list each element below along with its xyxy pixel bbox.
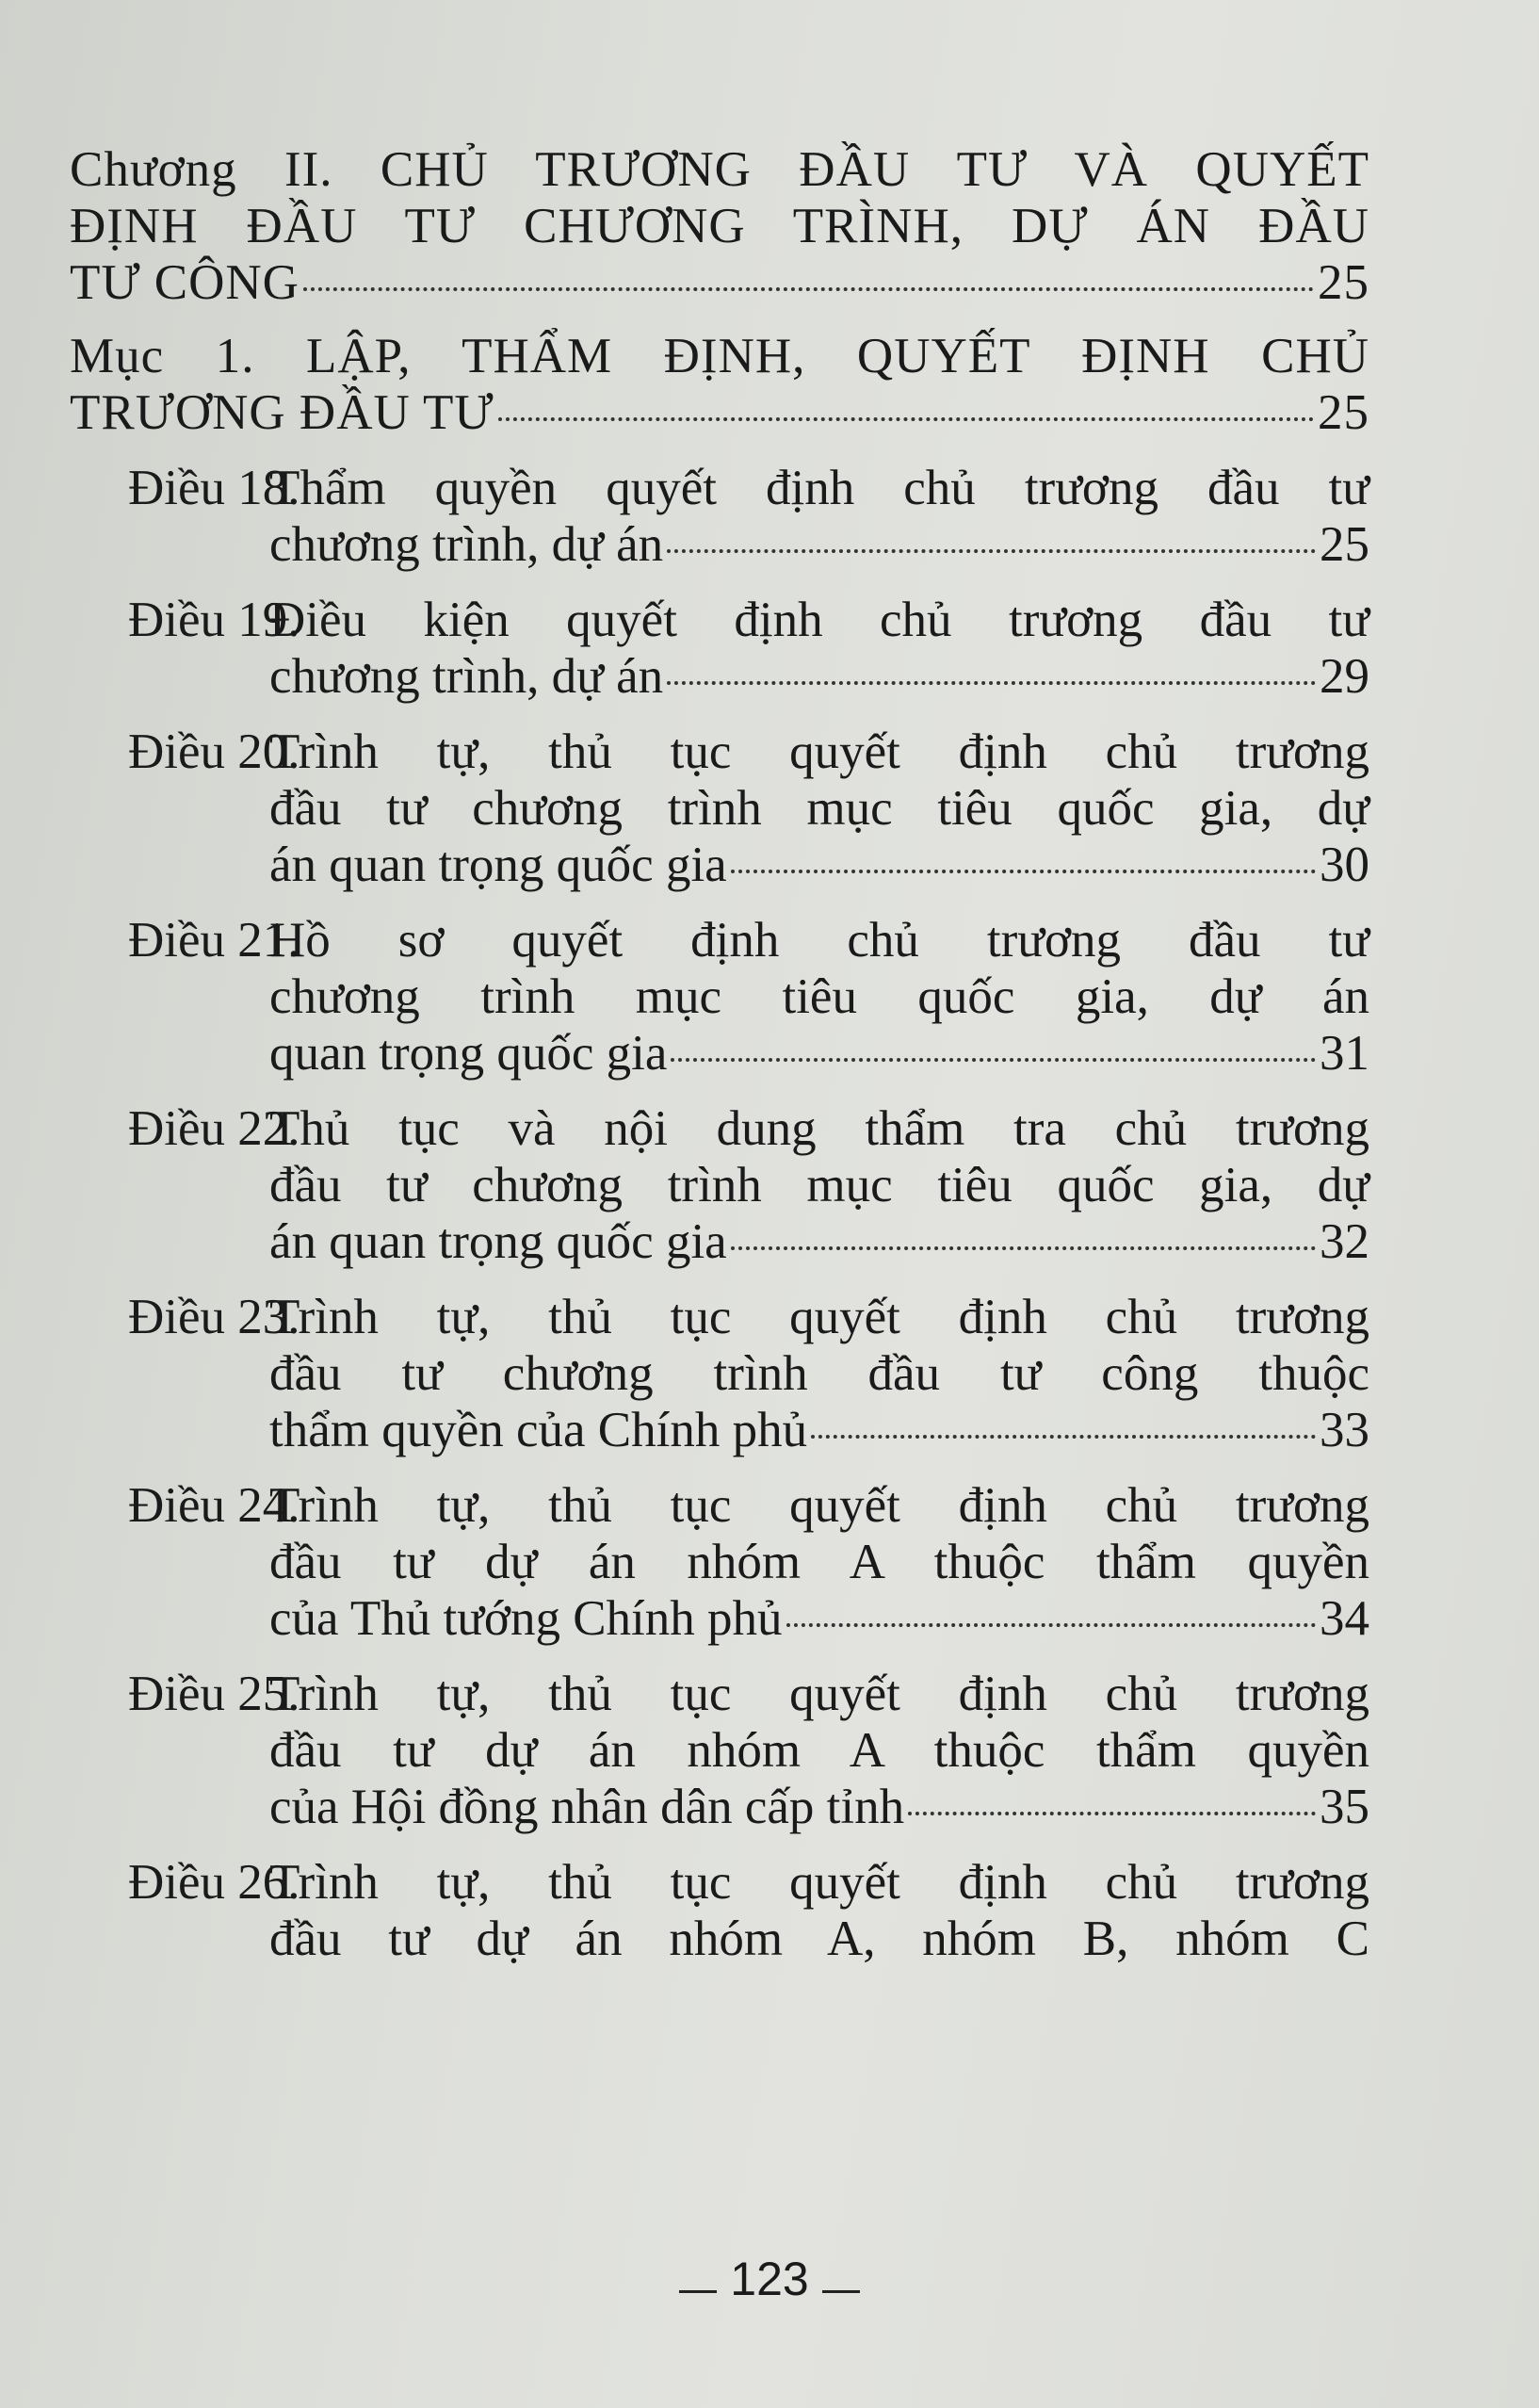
article-number: Điều 22. — [128, 1101, 300, 1156]
dot-leader — [908, 1812, 1316, 1815]
page-ref: 31 — [1320, 1026, 1369, 1081]
chapter-line-3: TƯ CÔNG — [70, 255, 300, 310]
toc-item — [70, 1854, 1369, 1967]
article-title-line: án quan trọng quốc gia — [269, 1214, 727, 1269]
toc-item — [70, 1289, 1369, 1458]
article-title-line: chương trình, dự án — [269, 649, 664, 704]
article-title-line: Trình tự, thủ tục quyết định chủ trương — [269, 1290, 1369, 1344]
article-title-line: đầu tư dự án nhóm A, nhóm B, nhóm C — [269, 1912, 1369, 1966]
page-ref: 30 — [1320, 838, 1369, 892]
article-title-line: Trình tự, thủ tục quyết định chủ trương — [269, 1667, 1369, 1721]
page-number — [0, 2252, 1539, 2306]
article-title-line: Trình tự, thủ tục quyết định chủ trương — [269, 1478, 1369, 1533]
toc-item — [70, 592, 1369, 705]
page-ref: 29 — [1320, 649, 1369, 704]
section-line-2: TRƯƠNG ĐẦU TƯ — [70, 385, 494, 440]
article-title-line: Trình tự, thủ tục quyết định chủ trương — [269, 724, 1369, 779]
section-line-1: Mục 1. LẬP, THẨM ĐỊNH, QUYẾT ĐỊNH CHỦ — [70, 329, 1369, 383]
article-title-line: đầu tư chương trình đầu tư công thuộc — [269, 1346, 1369, 1401]
dot-leader — [303, 287, 1314, 291]
dot-leader — [811, 1435, 1316, 1439]
page-ref: 25 — [1318, 385, 1369, 440]
article-title-line: Thẩm quyền quyết định chủ trương đầu tư — [269, 461, 1369, 515]
article-title-line: của Hội đồng nhân dân cấp tỉnh — [269, 1780, 905, 1834]
dot-leader — [667, 549, 1316, 553]
page-ref: 25 — [1320, 517, 1369, 572]
dot-leader — [667, 681, 1316, 685]
page-ref: 33 — [1320, 1403, 1369, 1457]
article-number: Điều 23. — [128, 1290, 300, 1344]
toc-item — [70, 1666, 1369, 1835]
article-number: Điều 24. — [128, 1478, 300, 1533]
article-title-line: án quan trọng quốc gia — [269, 838, 727, 892]
dot-leader — [498, 417, 1314, 421]
article-title-line: đầu tư chương trình mục tiêu quốc gia, dự — [269, 1158, 1369, 1212]
dot-leader — [731, 870, 1316, 873]
page-ref: 32 — [1320, 1214, 1369, 1269]
article-number: Điều 21. — [128, 913, 300, 968]
article-number: Điều 26. — [128, 1855, 300, 1910]
toc-page — [70, 141, 1369, 1967]
chapter-line-1: Chương II. CHỦ TRƯƠNG ĐẦU TƯ VÀ QUYẾT — [70, 142, 1369, 197]
toc-item — [70, 1100, 1369, 1270]
toc-chapter — [70, 141, 1369, 311]
dot-leader — [731, 1246, 1316, 1250]
article-title-line: đầu tư dự án nhóm A thuộc thẩm quyền — [269, 1535, 1369, 1589]
article-title-line: của Thủ tướng Chính phủ — [269, 1591, 783, 1646]
dot-leader — [786, 1623, 1316, 1627]
chapter-line-2: ĐỊNH ĐẦU TƯ CHƯƠNG TRÌNH, DỰ ÁN ĐẦU — [70, 199, 1369, 253]
article-title-line: Điều kiện quyết định chủ trương đầu tư — [269, 593, 1369, 647]
toc-item — [70, 912, 1369, 1082]
article-title-line: thẩm quyền của Chính phủ — [269, 1403, 808, 1457]
article-title-line: đầu tư dự án nhóm A thuộc thẩm quyền — [269, 1723, 1369, 1778]
article-title-line: Hồ sơ quyết định chủ trương đầu tư — [269, 913, 1369, 968]
page-ref: 25 — [1318, 255, 1369, 310]
article-title-line: Thủ tục và nội dung thẩm tra chủ trương — [269, 1101, 1369, 1156]
page-ref: 35 — [1320, 1780, 1369, 1834]
article-number: Điều 19. — [128, 593, 300, 647]
toc-item — [70, 724, 1369, 893]
toc-section — [70, 328, 1369, 441]
article-title-line: đầu tư chương trình mục tiêu quốc gia, dự — [269, 781, 1369, 836]
article-title-line: Trình tự, thủ tục quyết định chủ trương — [269, 1855, 1369, 1910]
dot-leader — [671, 1058, 1316, 1062]
page-ref: 34 — [1320, 1591, 1369, 1646]
article-title-line: chương trình mục tiêu quốc gia, dự án — [269, 969, 1369, 1024]
article-number: Điều 25. — [128, 1667, 300, 1721]
page-number-text: 123 — [730, 2253, 809, 2305]
article-number: Điều 20. — [128, 724, 300, 779]
article-number: Điều 18. — [128, 461, 300, 515]
toc-item — [70, 1477, 1369, 1647]
article-title-line: quan trọng quốc gia — [269, 1026, 668, 1081]
article-title-line: chương trình, dự án — [269, 517, 664, 572]
toc-item — [70, 460, 1369, 573]
